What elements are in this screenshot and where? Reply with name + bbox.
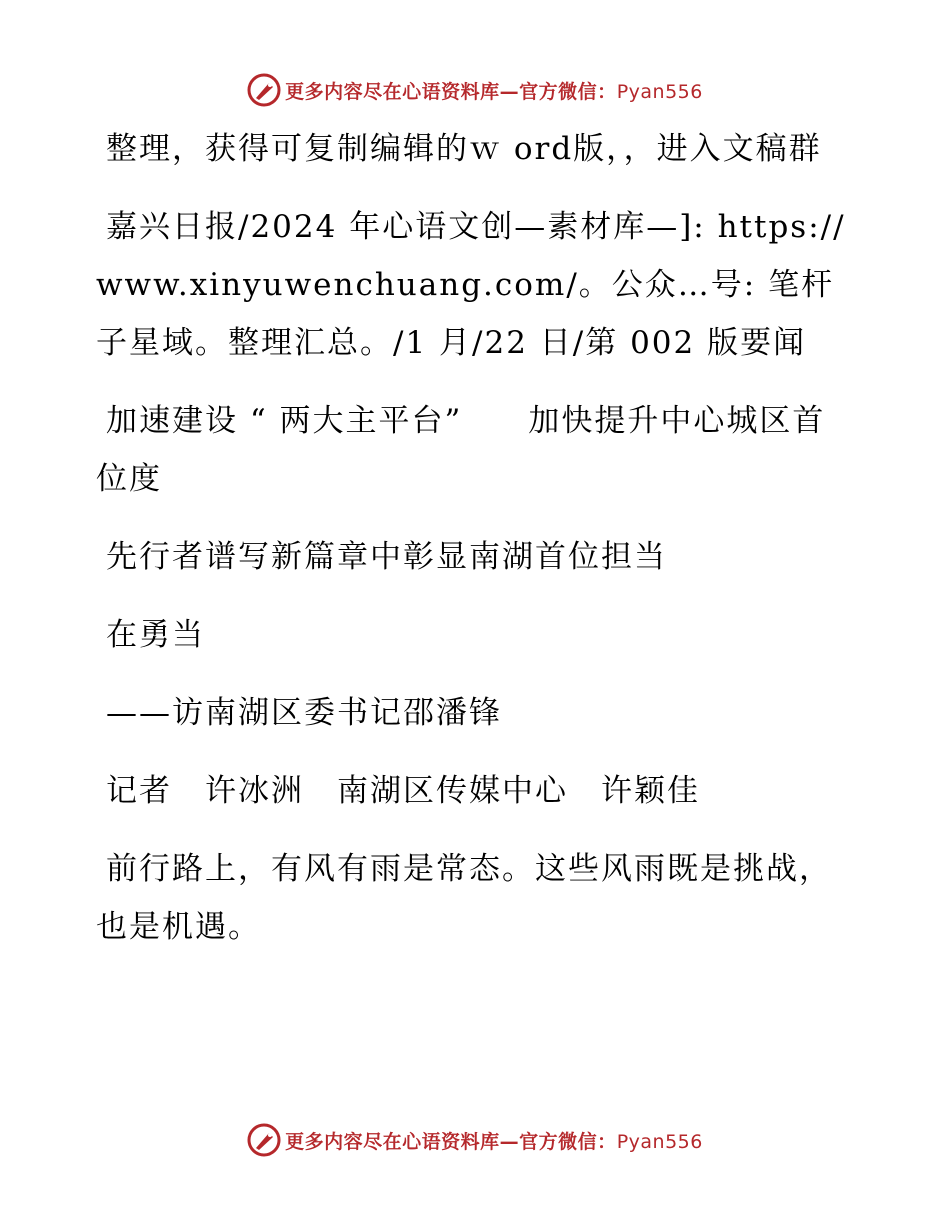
paragraph-2: 嘉兴日报/2024 年心语文创—素材库—]: https://www.xinyuwenchuang.com/。公众…号: 笔杆子星域。整理汇总。/1 月/22 日/第 002 版要闻	[96, 209, 846, 361]
header-banner-text	[285, 77, 703, 104]
paragraph-4: 先行者谱写新篇章中彰显南湖首位担当	[106, 539, 667, 575]
paragraph-7: 记者 许冰洲 南湖区传媒中心 许颖佳	[106, 773, 700, 809]
header-banner	[0, 70, 950, 110]
pen-nib-logo-icon	[247, 73, 281, 107]
footer-banner	[0, 1120, 950, 1160]
footer-banner-text	[285, 1127, 703, 1154]
footer-banner-separator: —官方微信：	[499, 1130, 617, 1153]
footer-banner-wechat: Pyan556	[616, 1130, 703, 1153]
paragraph-5: 在勇当	[106, 617, 205, 653]
footer-banner-main: 更多内容尽在心语资料库	[285, 1130, 500, 1153]
header-banner-inner	[247, 73, 703, 107]
document-body	[96, 120, 856, 976]
footer-banner-inner	[247, 1123, 703, 1157]
header-banner-wechat: Pyan556	[616, 80, 703, 103]
paragraph-8: 前行路上，有风有雨是常态。这些风雨既是挑战，也是机遇。	[96, 851, 832, 945]
header-banner-main: 更多内容尽在心语资料库	[285, 80, 500, 103]
paragraph-3: 加速建设 “ 两大主平台” 加快提升中心城区首位度	[96, 403, 826, 497]
pen-nib-logo-icon	[247, 1123, 281, 1157]
header-banner-separator: —官方微信：	[499, 80, 617, 103]
paragraph-1: 整理，获得可复制编辑的ｗ ord版，，进入文稿群	[106, 131, 822, 167]
paragraph-6: ——访南湖区委书记邵潘锋	[106, 695, 502, 731]
